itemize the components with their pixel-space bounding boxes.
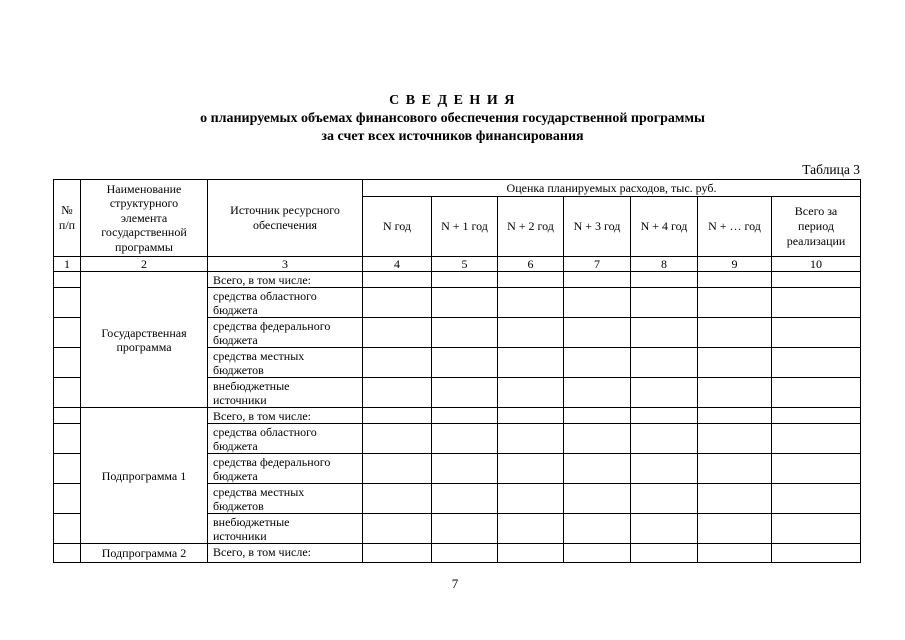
- amount-cell: [772, 288, 861, 318]
- amount-cell: [432, 378, 498, 408]
- document-subtitle-line-2: за счет всех источников финансирования: [321, 129, 584, 144]
- amount-cell: [631, 378, 698, 408]
- table-row: [54, 272, 861, 288]
- structural-element-name: Государственная программа: [81, 272, 208, 408]
- funding-source-cell: Всего, в том числе:: [208, 272, 363, 288]
- column-number: 1: [54, 257, 81, 272]
- column-number: 8: [631, 257, 698, 272]
- header-period-n-plus-1: N + 1 год: [432, 197, 498, 257]
- amount-cell: [564, 318, 631, 348]
- row-number-cell: [54, 544, 81, 563]
- amount-cell: [772, 424, 861, 454]
- column-number: 7: [564, 257, 631, 272]
- amount-cell: [631, 272, 698, 288]
- amount-cell: [498, 378, 564, 408]
- amount-cell: [698, 348, 772, 378]
- amount-cell: [432, 272, 498, 288]
- row-number-cell: [54, 318, 81, 348]
- amount-cell: [698, 318, 772, 348]
- amount-cell: [772, 378, 861, 408]
- header-period-total: Всего за период реализации: [772, 197, 861, 257]
- amount-cell: [432, 348, 498, 378]
- amount-cell: [772, 348, 861, 378]
- amount-cell: [498, 424, 564, 454]
- row-number-cell: [54, 454, 81, 484]
- amount-cell: [631, 424, 698, 454]
- amount-cell: [432, 514, 498, 544]
- amount-cell: [498, 544, 564, 563]
- header-period-n-plus-2: N + 2 год: [498, 197, 564, 257]
- amount-cell: [432, 318, 498, 348]
- amount-cell: [564, 514, 631, 544]
- amount-cell: [698, 378, 772, 408]
- amount-cell: [698, 408, 772, 424]
- header-period-n: N год: [363, 197, 432, 257]
- column-number: 9: [698, 257, 772, 272]
- structural-element-name: Подпрограмма 2: [81, 544, 208, 563]
- amount-cell: [772, 514, 861, 544]
- amount-cell: [772, 544, 861, 563]
- amount-cell: [698, 454, 772, 484]
- funding-source-cell: средства федерального бюджета: [208, 454, 363, 484]
- amount-cell: [564, 454, 631, 484]
- amount-cell: [631, 514, 698, 544]
- amount-cell: [631, 454, 698, 484]
- column-number: 4: [363, 257, 432, 272]
- amount-cell: [564, 544, 631, 563]
- row-number-cell: [54, 514, 81, 544]
- column-number: 10: [772, 257, 861, 272]
- financing-table: [53, 179, 861, 563]
- table-body: [54, 272, 861, 563]
- amount-cell: [698, 514, 772, 544]
- page-number: 7: [451, 576, 459, 591]
- amount-cell: [564, 378, 631, 408]
- column-number: 3: [208, 257, 363, 272]
- row-number-cell: [54, 484, 81, 514]
- amount-cell: [363, 424, 432, 454]
- amount-cell: [363, 378, 432, 408]
- row-number-cell: [54, 408, 81, 424]
- amount-cell: [564, 408, 631, 424]
- amount-cell: [772, 318, 861, 348]
- amount-cell: [772, 408, 861, 424]
- amount-cell: [363, 544, 432, 563]
- amount-cell: [498, 484, 564, 514]
- amount-cell: [363, 484, 432, 514]
- header-funding-source: Источник ресурсного обеспечения: [208, 180, 363, 257]
- amount-cell: [498, 288, 564, 318]
- amount-cell: [564, 484, 631, 514]
- table-header: [54, 180, 861, 272]
- amount-cell: [498, 408, 564, 424]
- amount-cell: [631, 544, 698, 563]
- amount-cell: [363, 272, 432, 288]
- amount-cell: [631, 408, 698, 424]
- funding-source-cell: средства областного бюджета: [208, 288, 363, 318]
- amount-cell: [432, 408, 498, 424]
- amount-cell: [772, 272, 861, 288]
- funding-source-cell: внебюджетные источники: [208, 514, 363, 544]
- amount-cell: [363, 454, 432, 484]
- amount-cell: [698, 544, 772, 563]
- table-label: Таблица 3: [802, 162, 860, 177]
- amount-cell: [432, 424, 498, 454]
- column-number: 6: [498, 257, 564, 272]
- row-number-cell: [54, 288, 81, 318]
- table-row: [54, 408, 861, 424]
- amount-cell: [698, 272, 772, 288]
- amount-cell: [698, 424, 772, 454]
- amount-cell: [772, 484, 861, 514]
- amount-cell: [498, 348, 564, 378]
- amount-cell: [698, 484, 772, 514]
- amount-cell: [772, 454, 861, 484]
- funding-source-cell: Всего, в том числе:: [208, 408, 363, 424]
- document-subtitle-line-1: о планируемых объемах финансового обеспечения государственной программы: [200, 111, 705, 126]
- funding-source-cell: Всего, в том числе:: [208, 544, 363, 563]
- column-number: 5: [432, 257, 498, 272]
- amount-cell: [363, 408, 432, 424]
- header-period-n-plus-4: N + 4 год: [631, 197, 698, 257]
- column-number-row: [54, 257, 861, 272]
- structural-element-name: Подпрограмма 1: [81, 408, 208, 544]
- amount-cell: [564, 272, 631, 288]
- column-number: 2: [81, 257, 208, 272]
- amount-cell: [564, 424, 631, 454]
- row-number-cell: [54, 348, 81, 378]
- amount-cell: [564, 348, 631, 378]
- header-row-top: [54, 180, 861, 197]
- amount-cell: [498, 272, 564, 288]
- funding-source-cell: внебюджетные источники: [208, 378, 363, 408]
- header-expenses-estimate: Оценка планируемых расходов, тыс. руб.: [363, 180, 861, 197]
- header-row-number: № п/п: [54, 180, 81, 257]
- amount-cell: [432, 484, 498, 514]
- row-number-cell: [54, 272, 81, 288]
- amount-cell: [432, 288, 498, 318]
- funding-source-cell: средства федерального бюджета: [208, 318, 363, 348]
- funding-source-cell: средства областного бюджета: [208, 424, 363, 454]
- amount-cell: [631, 288, 698, 318]
- funding-source-cell: средства местных бюджетов: [208, 348, 363, 378]
- amount-cell: [498, 454, 564, 484]
- funding-source-cell: средства местных бюджетов: [208, 484, 363, 514]
- amount-cell: [363, 348, 432, 378]
- amount-cell: [363, 288, 432, 318]
- amount-cell: [498, 318, 564, 348]
- header-period-n-plus-3: N + 3 год: [564, 197, 631, 257]
- amount-cell: [631, 484, 698, 514]
- amount-cell: [432, 454, 498, 484]
- header-period-n-plus-more: N + … год: [698, 197, 772, 257]
- amount-cell: [498, 514, 564, 544]
- amount-cell: [363, 318, 432, 348]
- table-row: [54, 544, 861, 563]
- document-title: С В Е Д Е Н И Я: [389, 93, 516, 108]
- amount-cell: [363, 514, 432, 544]
- header-element-name: Наименование структурного элемента государственной программы: [81, 180, 208, 257]
- amount-cell: [564, 288, 631, 318]
- amount-cell: [432, 544, 498, 563]
- amount-cell: [698, 288, 772, 318]
- row-number-cell: [54, 424, 81, 454]
- row-number-cell: [54, 378, 81, 408]
- amount-cell: [631, 318, 698, 348]
- amount-cell: [631, 348, 698, 378]
